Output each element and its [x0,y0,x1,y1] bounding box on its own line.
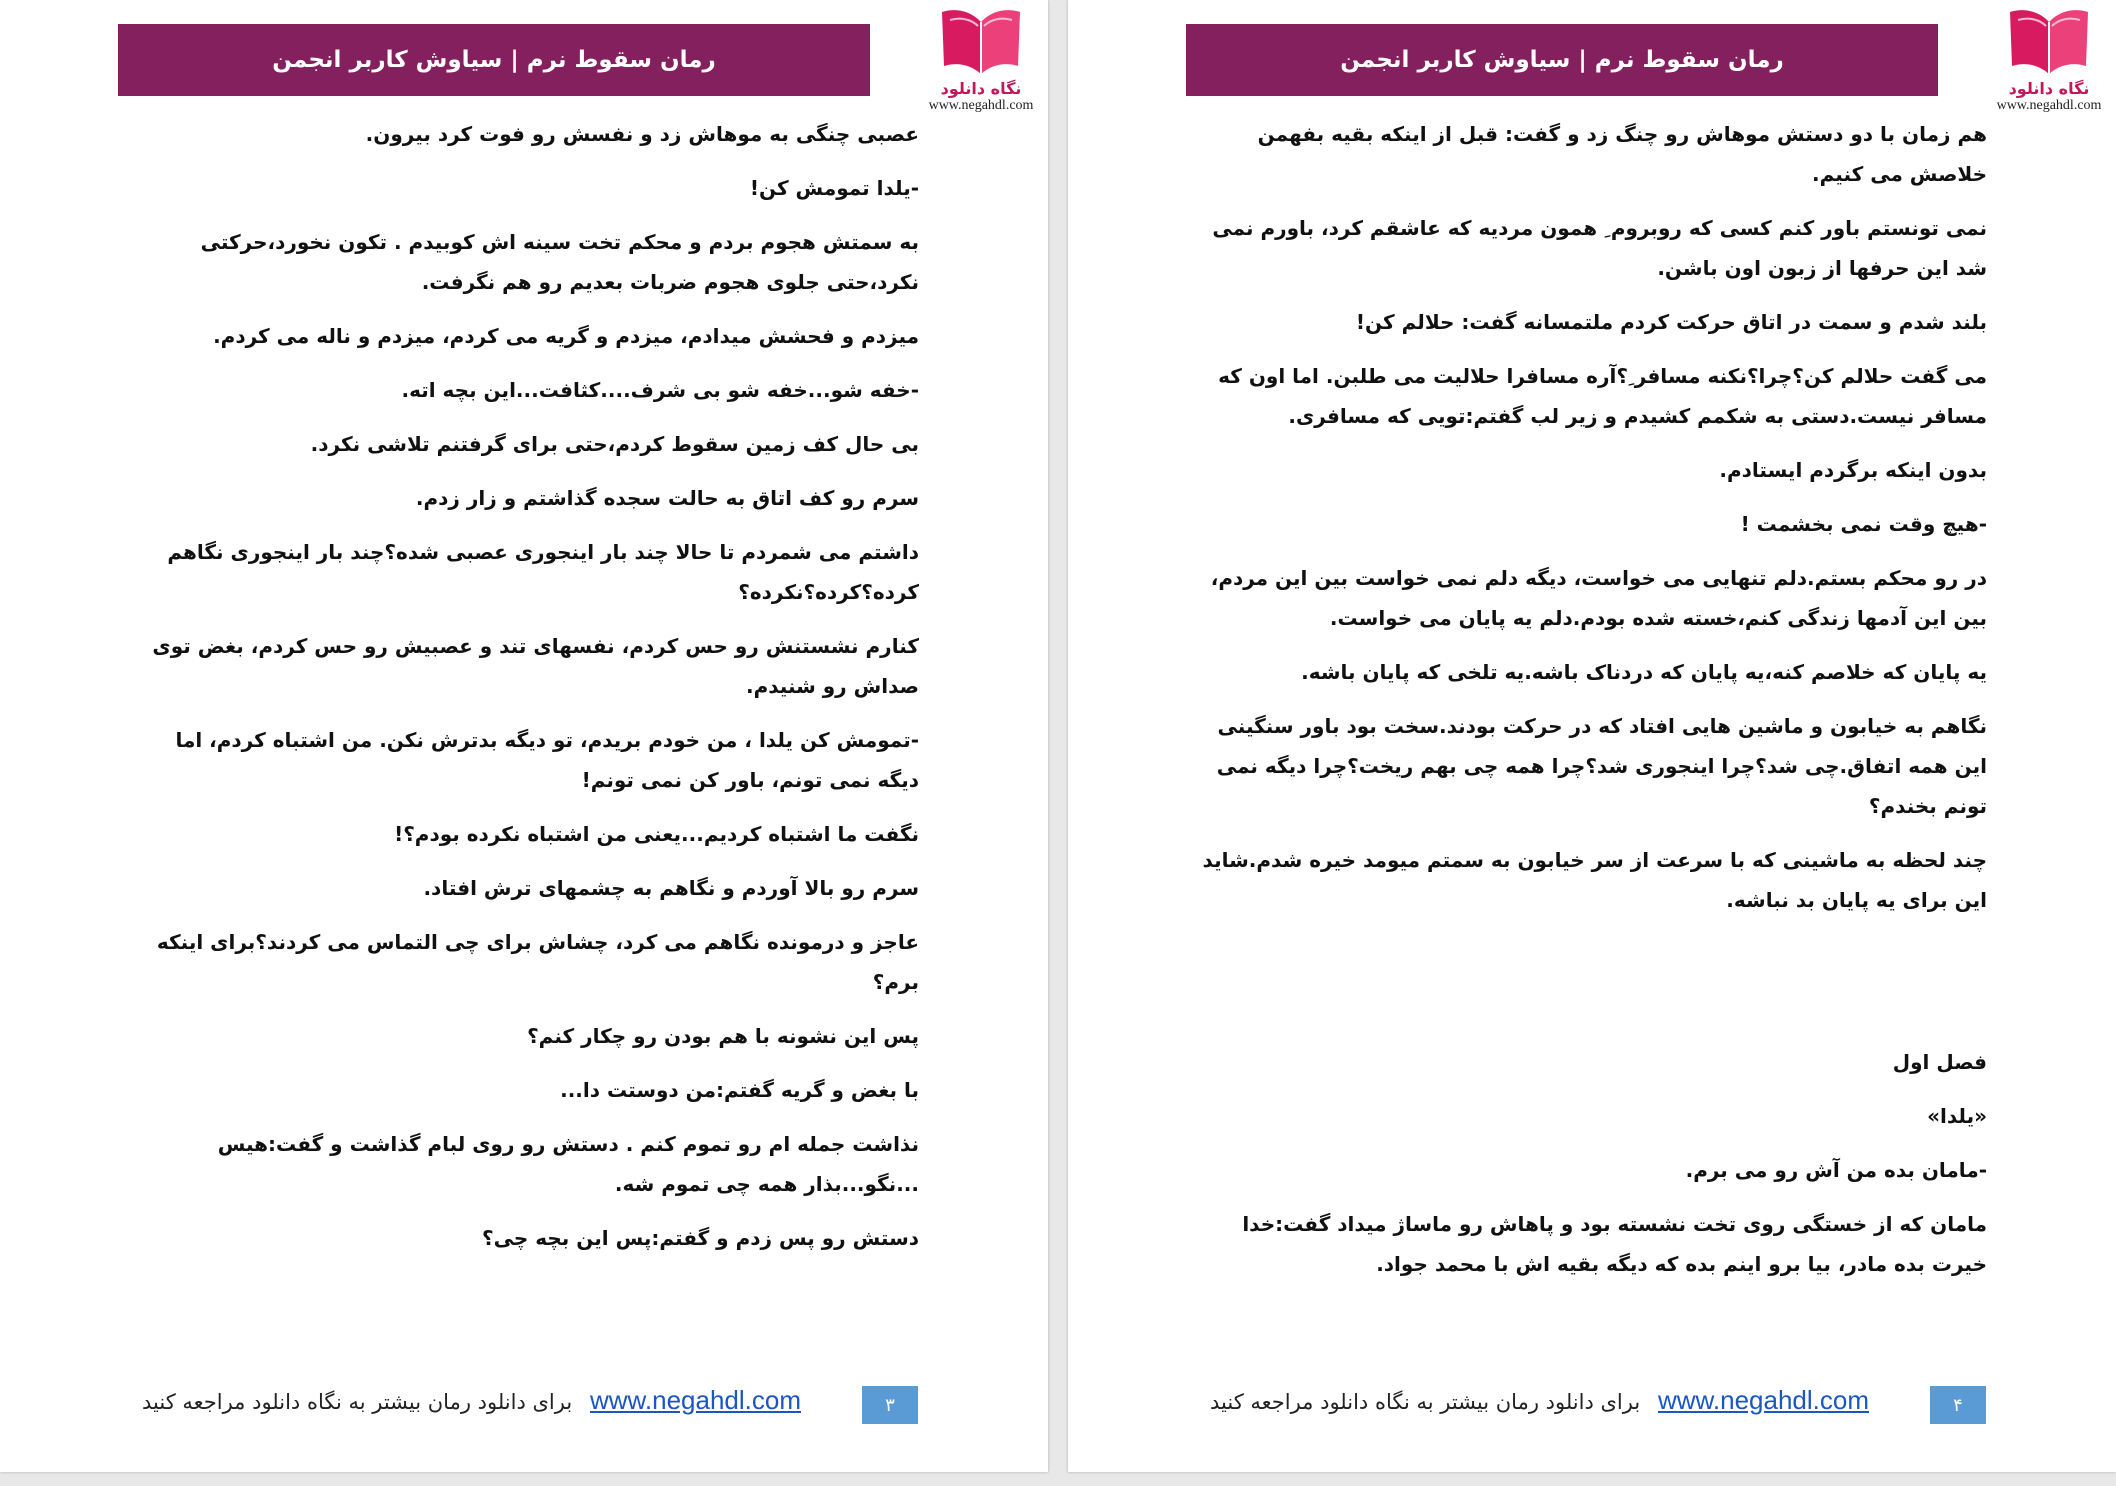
paragraph: نگفت ما اشتباه کردیم...یعنی من اشتباه نکرده بودم؟! [394,822,919,846]
chapter-name: «یلدا» [1927,1104,1987,1128]
paragraph: یه پایان که خلاصم کنه،یه پایان که دردناک باشه.یه تلخی که پایان باشه. [1301,660,1987,684]
page-4 [1068,0,2116,1472]
paragraph: -یلدا تمومش کن! [749,176,919,200]
paragraph: بلند شدم و سمت در اتاق حرکت کردم ملتمسانه گفت: حلالم کن! [1355,310,1987,334]
paragraph: سرم رو بالا آوردم و نگاهم به چشمهای ترش افتاد. [423,876,919,900]
page-3 [0,0,1048,1472]
paragraph: بی حال کف زمین سقوط کردم،حتی برای گرفتنم تلاشی نکرد. [310,432,919,456]
paragraph: هم زمان با دو دستش موهاش رو چنگ زد و گفت: قبل از اینکه بقیه بفهمن خلاصش می کنیم. [1257,122,1987,186]
paragraph: مامان که از خستگی روی تخت نشسته بود و پاهاش رو ماساژ میداد گفت:خدا خیرت بده مادر، بیا برو اینم بده که دیگه بقیه اش با محمد جواد. [1242,1212,1987,1276]
paragraph: -مامان بده من آش رو می برم. [1685,1158,1987,1182]
paragraph: دستش رو پس زدم و گفتم:پس این بچه چی؟ [482,1226,919,1250]
paragraph: میزدم و فحشش میدادم، میزدم و گریه می کردم، میزدم و ناله می کردم. [213,324,919,348]
paragraph: چند لحظه به ماشینی که با سرعت از سر خیابون به سمتم میومد خیره شدم.شاید این برای یه پایان بد نباشه. [1202,848,1987,912]
logo-name: نگاه دانلود [2008,79,2090,98]
paragraph: عصبی چنگی به موهاش زد و نفسش رو فوت کرد بیرون. [365,122,919,146]
paragraph: نمی تونستم باور کنم کسی که روبروم ِ همون مردیه که عاشقم کرد، باورم نمی شد این حرفها از زبون اون باشن. [1212,216,1987,280]
page-header: رمان سقوط نرم | سیاوش کاربر انجمن [1186,24,1938,96]
section-spacer [1202,934,1987,1042]
paragraph: به سمتش هجوم بردم و محکم تخت سینه اش کوبیدم . تکون نخورد،حرکتی نکرد،حتی جلوی هجوم ضربات بعدیم رو هم نگرفت. [200,230,919,294]
page-number-badge: ۴ [1930,1386,1986,1424]
page-header: رمان سقوط نرم | سیاوش کاربر انجمن [118,24,870,96]
footer-link[interactable]: www.negahdl.com [1658,1385,1869,1415]
chapter-title: فصل اول [1892,1050,1987,1074]
footer-text: برای دانلود رمان بیشتر به نگاه دانلود مراجعه کنید [142,1390,573,1414]
page-number-badge: ۳ [862,1386,918,1424]
open-book-icon [2004,0,2094,86]
logo-name: نگاه دانلود [940,79,1022,98]
logo [922,0,1040,118]
paragraph: کنارم نشستنش رو حس کردم، نفسهای تند و عصبیش رو حس کردم، بغض توی صداش رو شنیدم. [152,634,919,698]
paragraph: داشتم می شمردم تا حالا چند بار اینجوری عصبی شده؟چند بار اینجوری نگاهم کرده؟کرده؟نکرده؟ [167,540,919,604]
paragraph: -هیچ وقت نمی بخشمت ! [1740,512,1987,536]
logo-url: www.negahdl.com [1996,98,2102,113]
paragraph: عاجز و درمونده نگاهم می کرد، چشاش برای چی التماس می کردند؟برای اینکه برم؟ [156,930,919,994]
page-body [1202,114,1987,1298]
paragraph: بدون اینکه برگردم ایستادم. [1719,458,1987,482]
paragraph: نگاهم به خیابون و ماشین هایی افتاد که در حرکت بودند.سخت بود باور سنگینی این همه اتفاق.چی شد؟چرا اینجوری شد؟چرا همه چی بهم ریخت؟چرا دیگه نمی تونم بخندم؟ [1216,714,1987,818]
paragraph: سرم رو کف اتاق به حالت سجده گذاشتم و زار زدم. [415,486,919,510]
paragraph: با بغض و گریه گفتم:من دوستت دا... [560,1078,919,1102]
open-book-icon [936,0,1026,86]
paragraph: -تمومش کن یلدا ، من خودم بریدم، تو دیگه بدترش نکن. من اشتباه کردم، اما دیگه نمی تونم، باور کن نمی تونم! [175,728,919,792]
paragraph: پس این نشونه با هم بودن رو چکار کنم؟ [527,1024,919,1048]
paragraph: در رو محکم بستم.دلم تنهایی می خواست، دیگه دلم نمی خواست بین این مردم، بین این آدمها زندگی کنم،خسته شده بودم.دلم یه پایان می خواست. [1210,566,1987,630]
logo [1990,0,2108,118]
paragraph: -خفه شو...خفه شو بی شرف....کثافت...این بچه اته. [401,378,919,402]
paragraph: نذاشت جمله ام رو تموم کنم . دستش رو روی لبام گذاشت و گفت:هیس ...نگو...بذار همه چی تموم شه. [217,1132,919,1196]
page-body [134,114,919,1272]
paragraph: می گفت حلالم کن؟چرا؟نکنه مسافر ِ؟آره مسافرا حلالیت می طلبن. اما اون که مسافر نیست.دستی به شکمم کشیدم و زیر لب گفتم:تویی که مسافری. [1218,364,1987,428]
footer-text: برای دانلود رمان بیشتر به نگاه دانلود مراجعه کنید [1210,1390,1641,1414]
logo-url: www.negahdl.com [928,98,1034,113]
footer-link[interactable]: www.negahdl.com [590,1385,801,1415]
